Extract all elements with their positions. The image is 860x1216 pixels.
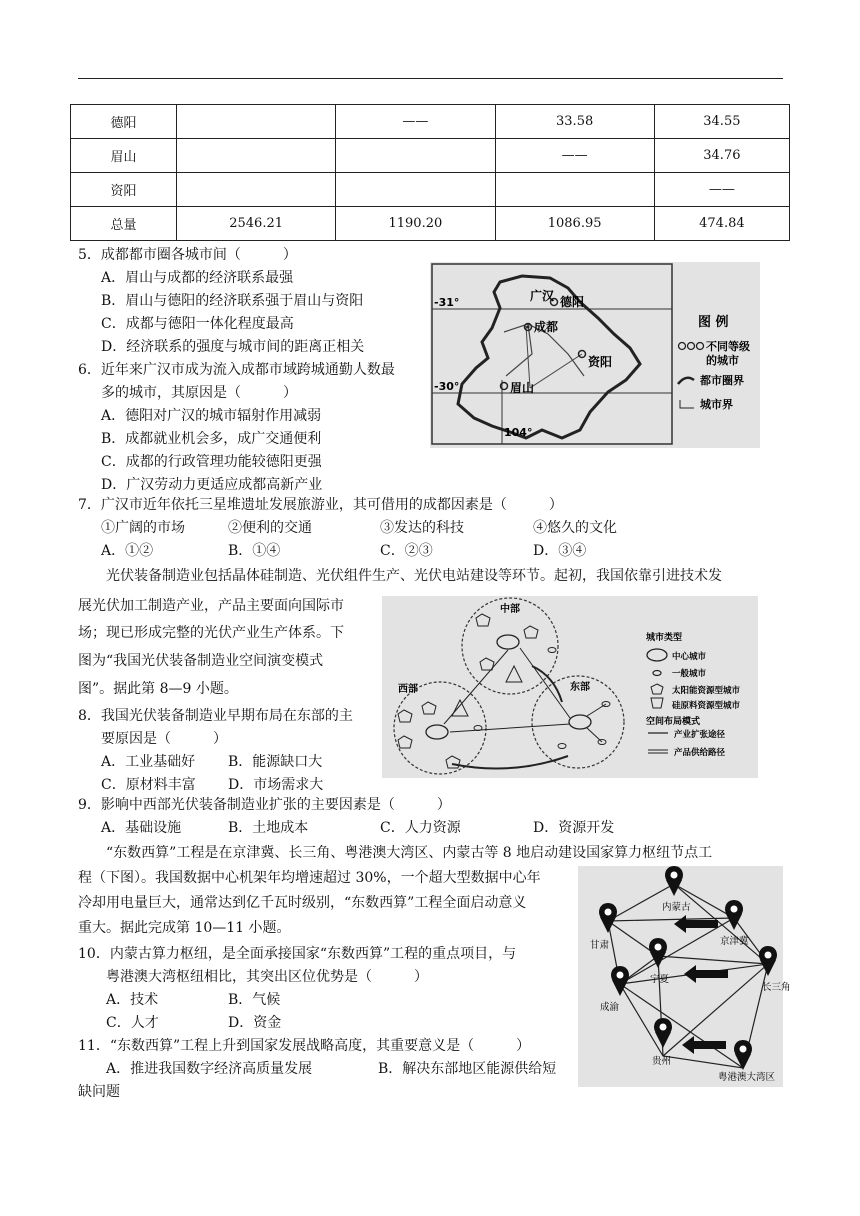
table-cell: 33.58 [495,105,654,139]
passage3-line1: “东数西算”工程是在京津冀、长三角、粤港澳大湾区、内蒙古等 8 地启动建设国家算力枢纽节点工 [106,845,713,861]
row-label: 德阳 [71,105,177,139]
q10-stem-cont: 粤港澳大湾枢纽相比，其突出区位优势是（ ） [106,969,428,985]
legend-supply-path: 产品供给路径 [674,748,726,758]
q8-stem-cont: 要原因是（ ） [101,731,227,747]
city-deyang: 德阳 [560,295,585,309]
q11-option-a[interactable]: A．推进我国数字经济高质量发展 [106,1061,313,1077]
legend-mode-title: 空间布局模式 [646,717,701,727]
pv-industry-spatial-model [382,596,758,778]
table-cell: 34.76 [654,139,789,173]
q10-option-d[interactable]: D．资金 [228,1015,282,1031]
passage2-line1: 光伏装备制造业包括晶体硅制造、光伏组件生产、光伏电站建设等环节。起初，我国依靠引进技术发 [106,568,722,584]
table-cell [336,173,495,207]
table-row [71,139,790,173]
passage3-line4: 重大。据此完成第 10—11 小题。 [78,920,291,936]
q6-option-a[interactable]: A．德阳对广汉的城市辐射作用减弱 [101,408,322,424]
table-cell [495,173,654,207]
table-cell: 34.55 [654,105,789,139]
row-label: 资阳 [71,173,177,207]
q5-option-a[interactable]: A．眉山与成都的经济联系最强 [101,270,294,286]
passage3-line2: 程（下图）。我国数据中心机架年均增速超过 30%，一个超大型数据中心年 [78,870,541,886]
node-guizhou: 贵州 [652,1056,672,1067]
lat-31-label: -31° [434,296,460,309]
q5-option-c[interactable]: C．成都与德阳一体化程度最高 [101,316,294,332]
q9-option-c[interactable]: C．人力资源 [380,820,461,836]
legend-general-city: 一般城市 [672,669,707,679]
node-jingjinji: 京津冀 [720,936,749,947]
q8-stem: 8．我国光伏装备制造业早期布局在东部的主 [78,708,353,724]
table-cell: —— [495,139,654,173]
node-chengyu: 成渝 [600,1002,620,1013]
q7-item-2: ②便利的交通 [228,520,312,536]
q9-option-a[interactable]: A．基础设施 [101,820,182,836]
table-cell: —— [336,105,495,139]
q9-option-b[interactable]: B．土地成本 [228,820,309,836]
q6-option-c[interactable]: C．成都的行政管理功能较德阳更强 [101,454,322,470]
q7-item-4: ④悠久的文化 [533,520,617,536]
table-cell [177,139,336,173]
row-label: 眉山 [71,139,177,173]
legend-central-city: 中心城市 [672,652,707,662]
city-ziyang: 资阳 [588,355,613,369]
lat-30-label: -30° [434,380,460,393]
legend-expansion-path: 产业扩张途径 [674,730,726,740]
table-row [71,105,790,139]
q10-option-a[interactable]: A．技术 [106,992,159,1008]
legend-city-types-title: 城市类型 [646,633,683,643]
q6-option-d[interactable]: D．广汉劳动力更适应成都高新产业 [101,477,323,493]
q8-option-a[interactable]: A．工业基础好 [101,754,196,770]
q6-stem: 6．近年来广汉市成为流入成都市域跨城通勤人数最 [78,362,395,378]
q6-option-b[interactable]: B．成都就业机会多，成广交通便利 [101,431,322,447]
q5-option-b[interactable]: B．眉山与德阳的经济联系强于眉山与资阳 [101,293,364,309]
table-cell: 1190.20 [336,207,495,241]
q8-option-b[interactable]: B．能源缺口大 [228,754,323,770]
header-rule [78,78,783,79]
q9-stem: 9．影响中西部光伏装备制造业扩张的主要因素是（ ） [78,797,451,813]
q7-option-c[interactable]: C．②③ [380,543,433,559]
table-cell [177,173,336,207]
q7-item-3: ③发达的科技 [380,520,464,536]
legend-city-level-2: 的城市 [706,354,739,367]
node-changsanjiao: 长三角 [762,982,791,993]
passage2-line3: 场；现已形成完整的光伏产业生产体系。下 [78,625,344,641]
q10-option-b[interactable]: B．气候 [228,992,281,1008]
q5-stem: 5．成都都市圈各城市间（ ） [78,247,297,263]
table-cell: 1086.95 [495,207,654,241]
region-east: 东部 [570,682,590,693]
passage2-line4: 图为“我国光伏装备制造业空间演变模式 [78,653,324,669]
q6-stem-cont: 多的城市，其原因是（ ） [101,385,297,401]
node-ningxia: 宁夏 [650,974,670,985]
legend-metro-boundary: 都市圈界 [700,374,744,387]
row-label: 总量 [71,207,177,241]
table-cell: —— [654,173,789,207]
q10-stem: 10．内蒙古算力枢纽，是全面承接国家“东数西算”工程的重点项目，与 [78,946,517,962]
lon-104-label: 104° [504,426,533,439]
legend-silicon-city: 硅原料资源型城市 [672,701,741,711]
data-table [70,104,790,241]
table-cell: 2546.21 [177,207,336,241]
q7-option-b[interactable]: B．①④ [228,543,281,559]
city-meishan: 眉山 [510,381,535,395]
table-row [71,173,790,207]
q9-option-d[interactable]: D．资源开发 [533,820,615,836]
city-chengdu: 成都 [534,320,559,334]
passage2-line2: 展光伏加工制造产业，产品主要面向国际市 [78,598,344,614]
q10-option-c[interactable]: C．人才 [106,1015,159,1031]
city-guanghan: 广汉 [530,289,555,303]
region-central: 中部 [500,604,520,615]
chengdu-metro-map [430,262,760,448]
q11-stem: 11．“东数西算”工程上升到国家发展战略高度，其重要意义是（ ） [78,1038,531,1054]
q11-option-b-cont: 缺问题 [78,1084,120,1100]
table-cell [177,105,336,139]
legend-city-level: 不同等级 [706,340,750,353]
node-yuegangao: 粤港澳大湾区 [718,1072,776,1083]
table-cell [336,139,495,173]
q8-option-d[interactable]: D．市场需求大 [228,777,324,793]
legend-solar-city: 太阳能资源型城市 [672,686,741,696]
node-neimenggu: 内蒙古 [662,902,691,913]
node-gansu: 甘肃 [590,940,610,951]
q5-option-d[interactable]: D．经济联系的强度与城市间的距离正相关 [101,339,365,355]
q7-option-a[interactable]: A．①② [101,543,154,559]
table-cell: 474.84 [654,207,789,241]
legend-title: 图 例 [698,315,729,330]
table-row [71,207,790,241]
q8-option-c[interactable]: C．原材料丰富 [101,777,196,793]
q11-option-b[interactable]: B．解决东部地区能源供给短 [378,1061,557,1077]
legend-city-boundary: 城市界 [700,398,733,411]
east-data-west-compute-map [578,866,791,1087]
q7-stem: 7．广汉市近年依托三星堆遗址发展旅游业，其可借用的成都因素是（ ） [78,497,563,513]
q7-option-d[interactable]: D．③④ [533,543,587,559]
passage2-line5: 图”。据此第 8—9 小题。 [78,681,238,697]
q7-item-1: ①广阔的市场 [101,520,185,536]
region-west: 西部 [398,684,418,695]
passage3-line3: 冷却用电量巨大，通常达到亿千瓦时级别，“东数西算”工程全面启动意义 [78,895,527,911]
